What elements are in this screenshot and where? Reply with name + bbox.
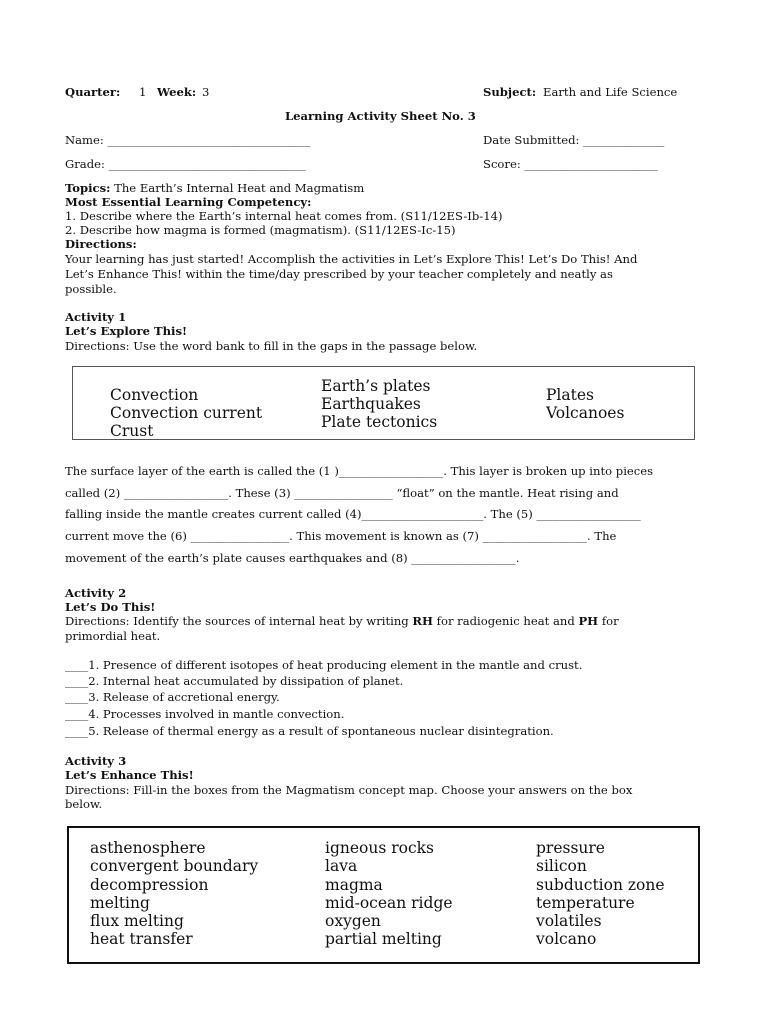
passage-line: called (2) __________________. These (3) _________________ “float” on the mantle. Heat rising and xyxy=(65,485,619,500)
word-bank-word: temperature xyxy=(536,893,635,912)
word-bank-2-col-2 xyxy=(325,839,453,949)
activity1-subtitle: Let’s Explore This! xyxy=(65,324,188,338)
word-bank-word: decompression xyxy=(90,875,209,894)
activity2-title: Activity 2 xyxy=(65,586,127,600)
quarter-value: 1 xyxy=(139,85,147,99)
activity1-passage xyxy=(65,461,653,570)
activity2-item-1: ____1. Presence of different isotopes of heat producing element in the mantle and crust. xyxy=(65,658,583,672)
word-bank-word: subduction zone xyxy=(536,875,665,894)
word-bank-1-col-1 xyxy=(110,386,262,440)
word-bank-1-col-2 xyxy=(321,377,437,431)
passage-line: falling inside the mantle creates current called (4)_____________________. The (5) __________________ xyxy=(65,507,641,522)
word-bank-word: Crust xyxy=(110,422,154,440)
topics-line xyxy=(65,181,364,195)
grade-field[interactable]: Grade: __________________________________ xyxy=(65,157,306,171)
subject-value: Earth and Life Science xyxy=(543,85,678,99)
activity3-directions-line-1: Directions: Fill-in the boxes from the Magmatism concept map. Choose your answers on the box xyxy=(65,783,633,797)
word-bank-word: igneous rocks xyxy=(325,839,434,857)
date-submitted-field[interactable]: Date Submitted: ______________ xyxy=(483,133,665,147)
word-bank-word: volatiles xyxy=(536,912,602,931)
word-bank-word: heat transfer xyxy=(90,930,193,949)
rh-code: RH xyxy=(412,614,433,628)
name-field[interactable]: Name: ___________________________________ xyxy=(65,133,311,147)
topics-value: The Earth’s Internal Heat and Magmatism xyxy=(114,181,365,195)
topics-label: Topics: xyxy=(65,181,111,195)
activity1-title: Activity 1 xyxy=(65,310,127,324)
word-bank-word: Plates xyxy=(546,386,594,404)
word-bank-word: partial melting xyxy=(325,930,442,949)
word-bank-word: asthenosphere xyxy=(90,839,206,857)
activity2-directions-part: for xyxy=(598,614,619,628)
directions-label: Directions: xyxy=(65,237,137,251)
competency-label: Most Essential Learning Competency: xyxy=(65,195,312,209)
passage-line: The surface layer of the earth is called the (1 )__________________. This layer is broken up into pieces xyxy=(65,464,654,478)
quarter-label: Quarter: xyxy=(65,85,121,99)
passage-line: current move the (6) _________________. This movement is known as (7) __________________. The xyxy=(65,529,617,544)
word-bank-1-col-3 xyxy=(546,386,624,422)
activity2-item-5: ____5. Release of thermal energy as a result of spontaneous nuclear disintegration. xyxy=(65,724,554,738)
word-bank-word: Convection current xyxy=(110,404,263,422)
word-bank-word: silicon xyxy=(536,857,587,876)
word-bank-word: Earthquakes xyxy=(321,395,421,413)
word-bank-2 xyxy=(67,826,700,964)
passage-line: movement of the earth’s plate causes earthquakes and (8) __________________. xyxy=(65,550,520,565)
word-bank-word: Plate tectonics xyxy=(321,413,438,431)
activity2-directions-line-2: primordial heat. xyxy=(65,629,161,643)
directions-line-3: possible. xyxy=(65,282,117,296)
competency-1: 1. Describe where the Earth’s internal heat comes from. (S11/12ES-Ib-14) xyxy=(65,209,503,223)
word-bank-1 xyxy=(72,366,695,440)
activity2-subtitle: Let’s Do This! xyxy=(65,600,156,614)
word-bank-word: melting xyxy=(90,893,150,912)
activity3-directions-line-2: below. xyxy=(65,797,103,811)
sheet-title: Learning Activity Sheet No. 3 xyxy=(285,109,476,123)
activity2-directions xyxy=(65,614,619,628)
activity3-title: Activity 3 xyxy=(65,754,127,768)
word-bank-word: lava xyxy=(325,857,358,876)
activity2-item-3: ____3. Release of accretional energy. xyxy=(65,690,280,704)
word-bank-word: Volcanoes xyxy=(546,404,625,422)
activity2-directions-part: Directions: Identify the sources of internal heat by writing xyxy=(65,614,413,628)
score-field[interactable]: Score: _______________________ xyxy=(483,157,658,171)
word-bank-word: mid-ocean ridge xyxy=(325,893,453,912)
word-bank-word: pressure xyxy=(536,839,605,857)
activity2-directions-part: for radiogenic heat and xyxy=(433,614,579,628)
ph-code: PH xyxy=(578,614,599,628)
word-bank-2-col-1 xyxy=(90,839,258,949)
word-bank-word: magma xyxy=(325,875,383,894)
week-value: 3 xyxy=(202,85,210,99)
word-bank-word: volcano xyxy=(536,930,597,949)
word-bank-word: oxygen xyxy=(325,912,381,931)
activity2-item-4: ____4. Processes involved in mantle convection. xyxy=(65,707,345,721)
directions-line-2: Let’s Enhance This! within the time/day prescribed by your teacher completely and neatly as xyxy=(65,267,613,281)
word-bank-2-col-3 xyxy=(536,839,665,949)
directions-line-1: Your learning has just started! Accomplish the activities in Let’s Explore This! Let’s Do This! And xyxy=(65,252,638,266)
word-bank-word: Earth’s plates xyxy=(321,377,431,395)
word-bank-word: Convection xyxy=(110,386,199,404)
competency-2: 2. Describe how magma is formed (magmatism). (S11/12ES-Ic-15) xyxy=(65,223,456,237)
word-bank-word: convergent boundary xyxy=(90,857,259,876)
activity1-directions: Directions: Use the word bank to fill in the gaps in the passage below. xyxy=(65,339,478,353)
activity2-item-2: ____2. Internal heat accumulated by dissipation of planet. xyxy=(65,674,404,688)
activity3-subtitle: Let’s Enhance This! xyxy=(65,768,194,782)
word-bank-word: flux melting xyxy=(90,912,184,931)
subject-label: Subject: xyxy=(483,85,537,99)
week-label: Week: xyxy=(157,85,197,99)
